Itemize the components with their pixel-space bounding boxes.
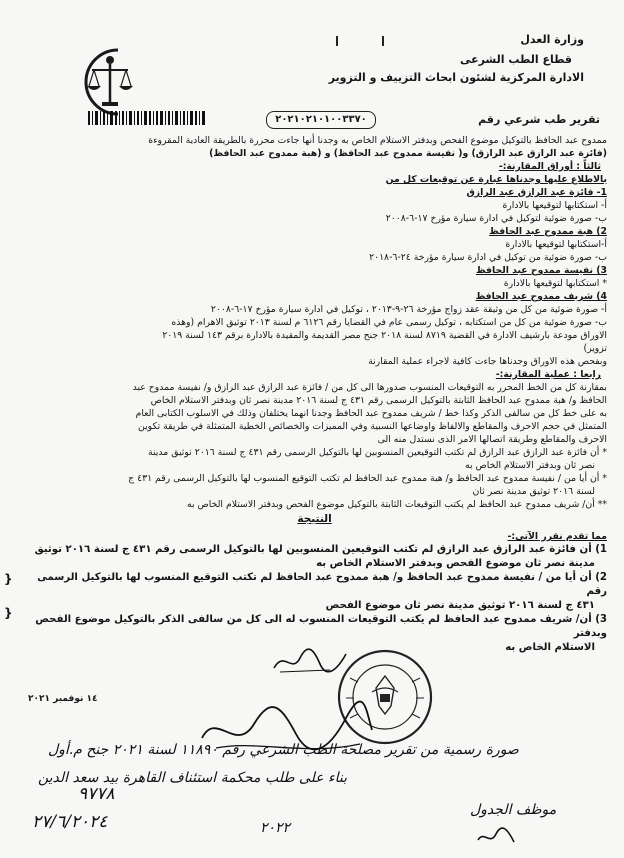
handwritten-number: ٩٧٧٨ [78,784,115,804]
person-4-item-c: الاوراق مودعة بارشيف الادارة في القضية ٨٧١٩ لسنة ٢٠١٨ جنح مصر القديمة والمقيدة بالادارة برقم ١٤٣ لسنة ٢٠١٩ [162,330,607,341]
result-1: 1) أن فائزة عبد الرازق عبد الرازق لم تكتب التوقيعين المنسوبين لها بالتوكيل الرسمى رقم ٤٣١ ج لسنة ٢٠١٦ توثيق [34,544,607,555]
comparison-line-5: الاحرف والمقاطع وطريقة اتصالها الامر الذى نستدل منه الى [377,434,607,445]
result-2: 2) أن أيا من / نفيسة ممدوح عبد الحافظ و/ هبة ممدوح عبد الحافظ لم تكتب التوقيع المنسوب لها بالتوكيل الرسمى رقم [37,572,607,597]
person-3-name: 3) نفيسة ممدوح عبد الحافظ [475,265,607,276]
sufficiency-note: وبفحص هذه الاوراق وجدناها جاءت كافية لاجراء عملية المقارنة [368,356,607,367]
department-name: الادارة المركزية لشئون ابحاث التزييف و التزوير [328,71,584,84]
conclusion-intro: مما تقدم نقرر الآتى:- [507,531,607,542]
handwritten-initials [476,826,516,848]
finding-bullet-1: * أن فائزة عبد الرازق عبد الرازق لم تكتب التوقيعين المنسوبين لها بالتوكيل الرسمى رقم ٤٣١ ج لسنة ٢٠١٦ توثيق مدينة [148,447,607,458]
handwritten-certification-line: صورة رسمية من تقرير مصلحة الطب الشرعي رقم ١١٨٩٠ لسنة ٢٠٢١ جنح م.أول [48,742,519,758]
ministry-name: وزارة العدل [520,33,584,46]
person-1-item-a: أ- استكتابها لتوقيعها بالادارة [502,200,607,211]
report-number: ٢٠٢١٠٢١٠١٠٠٣٣٧٠ [266,111,376,129]
person-4-item-a: أ- صورة ضوئية من كل من وثيقة عقد زواج مؤرخة ٢٦-٩-٢٠١٣ ، توكيل في ادارة سيارة مؤرخ ١٧-٦-٢٠٠٨ [210,304,607,315]
person-1-item-b: ب- صورة ضوئية لتوكيل في ادارة سيارة مؤرخ ١٧-٦-٢٠٠٨ [385,213,607,224]
comparison-line-4: المتمثل في حجم الاحرف والمقاطع والالفاظ واوضاعها النسبية وفي المميزات والخصائص الخطية المتمثلة في طريقة تكوين [138,421,607,432]
person-2-item-b: ب- صورة ضوئية من توكيل في ادارة سيارة مؤرخة ٢٤-٦-٢٠١٨ [369,252,607,263]
intro-line: ممدوح عبد الحافظ بالتوكيل موضوع الفحص وبدفتر الاستلام الخاص به وجدنا أنها جاءت محررة بالطريقة العادية المقروءة [148,135,607,146]
margin-bracket-mark: } [4,606,13,620]
report-title: تقرير طب شرعي رقم [478,113,600,126]
handwritten-clerk: موظف الجدول [470,802,557,818]
person-4-item-d: تزوير) [583,343,607,354]
punch-mark [336,36,338,46]
section-comparison-docs-sub: بالاطلاع عليها وجدناها عبارة عن توقيعات كل من [385,174,607,185]
comparison-line-2: الحافظ و/ هبة ممدوح عبد الحافظ الثابتة بالتوكيل الرسمى رقم ٤٣١ ج لسنة ٢٠١٦ مدينة نصر ثان وبدفتر الاستلام الخاص [150,395,607,406]
person-2-name: 2) هبة ممدوح عبد الحافظ [489,226,607,237]
result-2-cont: ٤٣١ ج لسنة ٢٠١٦ توثيق مدينة نصر ثان موضوع الفحص [325,600,595,611]
punch-mark [382,36,384,46]
report-body [22,134,607,655]
handwritten-request-line: بناء على طلب محكمة استئناف القاهرة بيد سعد الدين [38,770,347,786]
report-date: ١٤ نوفمبر ٢٠٢١ [28,694,98,704]
person-2-item-a: أ-استكتابها لتوقيعها بالادارة [505,239,607,250]
handwritten-year: ٢٠٢٢ [260,820,291,836]
sector-name: قطاع الطب الشرعى [459,53,572,66]
conclusion-title: النتيجة [297,513,332,525]
section-comparison-docs-heading: ثالثاً : أوراق المقارنة:- [498,161,601,172]
comparison-line-3: به على خط كل من سالفى الذكر وكذا خط / شريف ممدوح عبد الحافظ وجدنا انهما يختلفان وذلك في الاسلوب الكتابى العام [135,408,607,419]
margin-bracket-mark: } [4,572,13,586]
result-3: 3) أن/ شريف ممدوح عبد الحافظ لم يكتب التوقيعات المنسوب له الى كل من سالفى الذكر بالتوكيل موضوع الفحص وبدفتر [35,614,607,639]
handwritten-date: ٢٧/٦/٢٠٢٤ [32,812,108,832]
finding-bullet-2-cont: لسنة ٢٠١٦ توثيق مدينة نصر ثان [472,486,595,497]
ministry-justice-logo [78,46,142,118]
person-3-item-a: * استكتابها لتوقيعها بالادارة [503,278,607,289]
finding-bullet-2: * أن أيا من / نفيسة ممدوح عبد الحافظ و/ هبة ممدوح عبد الحافظ لم تكتب التوقيع المنسوب لها بالتوكيل الرسمى رقم ٤٣١ ج [128,473,607,484]
person-4-item-b: ب- صورة ضوئية من كل من استكتابه ، توكيل رسمى عام في القضايا رقم ٦١٢٦ م لسنة ٢٠١٣ توثيق الاهرام (وهذه [171,317,607,328]
result-3-cont: الاستلام الخاص به [505,642,595,653]
section-comparison-heading: رابعا : عملية المقارنة:- [495,369,601,380]
report-id-row [30,111,600,131]
comparison-line-1: بمقارنة كل من الخط المحرر به التوقيعات المنسوب صدورها الى كل من / فائزة عبد الرازق عبد الرازق و/ نفيسة ممدوح عبد [132,382,607,393]
person-4-name: 4) شريف ممدوح عبد الحافظ [475,291,607,302]
person-1-name: 1- فائزة عبد الرازق عبد الرازق [466,187,607,198]
finding-bullet-1-cont: نصر ثان وبدفتر الاستلام الخاص به [465,460,595,471]
finding-bullet-3: ** أن/ شريف ممدوح عبد الحافظ لم يكتب التوقيعات الثابتة بالتوكيل موضوع الفحص وبدفتر الاستلام الخاص به [186,499,607,510]
intro-names: (فائزة عبد الرازق عبد الرازق) و( نفيسة ممدوح عبد الحافظ) و (هبة ممدوح عبد الحافظ) [209,148,607,159]
result-1-cont: مدينة نصر ثان موضوع الفحص وبدفتر الاستلام الخاص به [316,558,595,569]
barcode [88,111,206,125]
